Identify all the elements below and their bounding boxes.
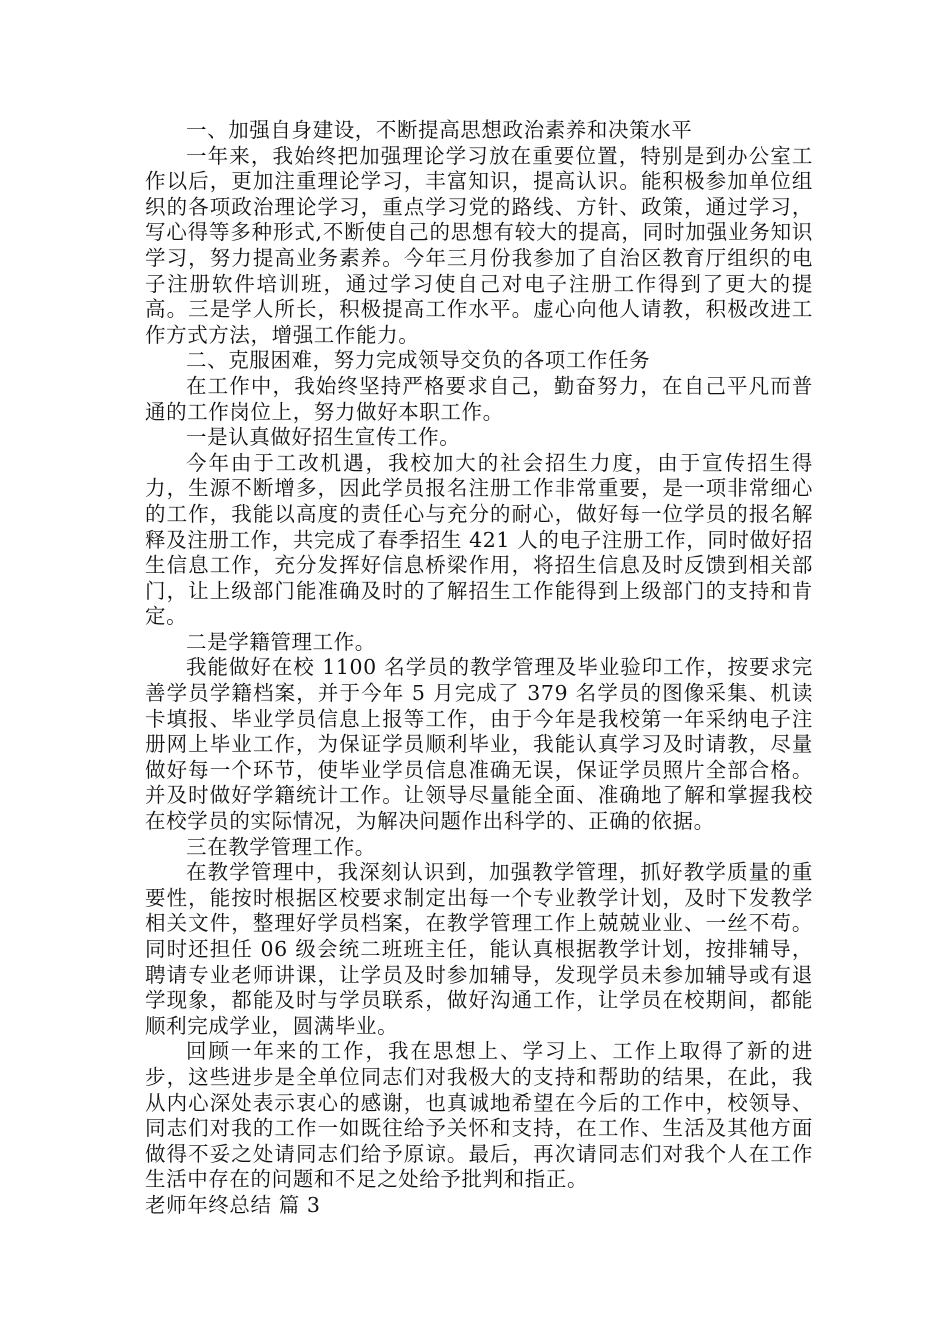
paragraph-review: 回顾一年来的工作，我在思想上、学习上、工作上取得了新的进步，这些进步是全单位同志们对我极大的支持和帮助的结果，在此，我从内心深处表示衷心的感谢，也真诚地希望在今后的工作中，校领导、同志们对我的工作一如既往给予关怀和支持，在工作、生活及其他方面做得不妥之处请同志们给予原谅。最后，再次请同志们对我个人在工作生活中存在的问题和不足之处给予批判和指正。	[145, 1039, 813, 1192]
heading-self-development: 一、加强自身建设，不断提高思想政治素养和决策水平	[186, 118, 693, 142]
paragraph-theory-study: 一年来，我始终把加强理论学习放在重要位置，特别是到办公室工作以后，更加注重理论学习，丰富知识，提高认识。能积极参加单位组织的各项政治理论学习，重点学习党的路线、方针、政策，通过学习，写心得等多种形式,不断使自己的思想有较大的提高，同时加强业务知识学习，努力提高业务素养。今年三月份我参加了自治区教育厅组织的电子注册软件培训班，通过学习使自己对电子注册工作得到了更大的提高。三是学人所长，积极提高工作水平。虚心向他人请教，积极改进工作方式方法，增强工作能力。	[145, 143, 813, 347]
heading-student-records: 二是学籍管理工作。	[186, 629, 376, 654]
paragraph-student-records: 我能做好在校 1100 名学员的教学管理及毕业验印工作，按要求完善学员学籍档案，并于今年 5 月完成了 379 名学员的图像采集、机读卡填报、毕业学员信息上报等工作，由于今年是我校第一年采纳电子注册网上毕业工作，为保证学员顺利毕业，我能认真学习及时请教，尽量做好每一个环节，使毕业学员信息准确无误，保证学员照片全部合格。并及时做好学籍统计工作。让领导尽量能全面、准确地了解和掌握我校在校学员的实际情况，为解决问题作出科学的、正确的依据。	[145, 655, 813, 834]
paragraph-work-attitude: 在工作中，我始终坚持严格要求自己，勤奋努力，在自己平凡而普通的工作岗位上，努力做好本职工作。	[145, 373, 813, 424]
document-body	[145, 118, 813, 1219]
section-heading-part-3: 老师年终总结 篇 3	[145, 1192, 321, 1217]
paragraph-teaching-management: 在教学管理中，我深刻认识到，加强教学管理，抓好教学质量的重要性，能按时根据区校要求制定出每一个专业教学计划，及时下发教学相关文件，整理好学员档案，在教学管理工作上兢兢业业、一丝不苟。同时还担任 06 级会统二班班主任，能认真根据教学计划，按排辅导，聘请专业老师讲课，让学员及时参加辅导，发现学员未参加辅导或有退学现象，都能及时与学员联系，做好沟通工作，让学员在校期间，都能顺利完成学业，圆满毕业。	[145, 860, 813, 1038]
heading-teaching-management: 三在教学管理工作。	[186, 834, 376, 859]
heading-recruitment: 一是认真做好招生宣传工作。	[186, 425, 461, 450]
heading-overcome-difficulties: 二、克服困难，努力完成领导交负的各项工作任务	[186, 348, 651, 373]
paragraph-recruitment: 今年由于工改机遇，我校加大的社会招生力度，由于宣传招生得力，生源不断增多，因此学员报名注册工作非常重要，是一项非常细心的工作，我能以高度的责任心与充分的耐心，做好每一位学员的报名解释及注册工作，共完成了春季招生 421 人的电子注册工作，同时做好招生信息工作，充分发挥好信息桥梁作用，将招生信息及时反馈到相关部门，让上级部门能准确及时的了解招生工作能得到上级部门的支持和肯定。	[145, 450, 813, 629]
